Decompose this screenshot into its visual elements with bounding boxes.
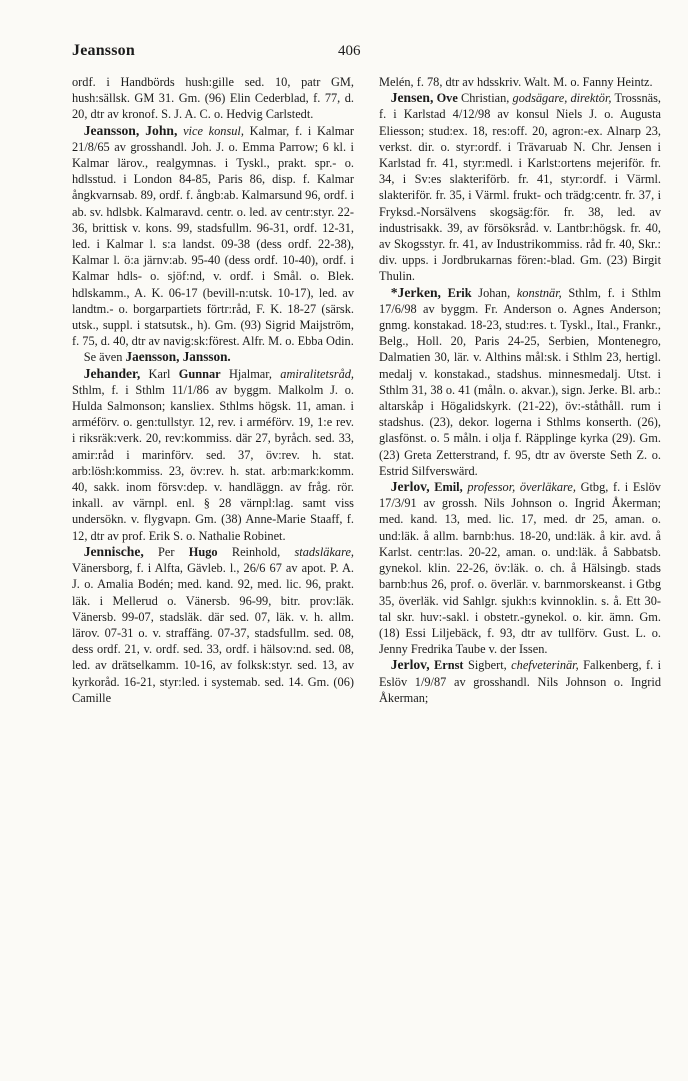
entry-body: Gtbg, f. i Eslöv 17/3/91 av grossh. Nils Johnson o. Ingrid Åkerman; med. kand. 13, med. lic. 17, med. dr 25, aman. o. und:läk. å allm. barnb:hus. 18-20, und:läk. å kir. avd. å Karlst. centr:las. 20-22, aman. o. und:läk. å Sabbatsb. gynekol. klin. 22-26, öv:läk. o. ch. å Hälsingb. stads barnb:hus 26, prof. o. överlär. v. barnmorskeanst. i Gtbg 35, överläk. vid Sahlgr. sjukh:s kvinnoklin. s. å. Ett 30-tal skr. huv:-sakl. i obstetr.-gynekol. o. kir. ämn. Gm. (18) Essi Liljebäck, f. 93, dtr av tullförv. Gust. L. o. Jenny Fredrika Taube v. der Issen.	[379, 480, 661, 657]
entry-occupation: amiralitetsråd,	[280, 366, 355, 381]
entry-jerken-erik	[379, 285, 661, 479]
entry-occupation: stadsläkare,	[294, 544, 355, 559]
entry-body: Kalmar, f. i Kalmar 21/8/65 av grosshandl. Joh. J. o. Emma Parrow; 6 kl. i Kalmar lärov., realgymnas. i Tyskl., prakt. spr.- o. hdlsstud. i London 84-85, Paris 86, disp. f. Kalmar ångkvarnsab. 89, ordf. f. ångb:ab. Kalmarsund 96, ordf. i ab. sv. hdlsbk. Kalmaravd. centr. o. led. av centr:styr. 22-36, brittisk v. kons. 99, stadsfullm. 96-31, ordf. 12-31, led. i Kalmar l. s:a landst. 09-38 (dess ordf. 22-38), Kalmar l. ö:a järnv:ab. 95-40 (dess ordf. 10-40), ordf. i Kalmar hdls- o. sjöf:nd, v. ordf. i Smål. o. Blek. hdlskamm., A. K. 06-17 (bevill-n:utsk. 10-17), led. av landtm.- o. borgarpartiets förtr:råd, F. K. 18-27 (särsk. utsk., suppl. i statsutsk., h). Gm. (93) Sigrid Maijström, f. 75, d. 40, dtr av navig:sk:förest. Alfr. M. o. Ebba Odin.	[72, 123, 354, 349]
entry-body: Trossnäs, f. i Karlstad 4/12/98 av konsul Niels J. o. Augusta Eliesson; stud:ex. 18, res:off. 20, agron:-ex. Alnarp 23, verkst. dir. o. styr:ordf. i Trävaruab N. Chr. Jensen i Karlstad fr. 41, styr:medl. i Karlst:ortens mejeriför. fr. 34, i Sv:es slakteriförb. fr. 41, styr:ordf. i Värml. slakteriför. fr. 35, i Värml. frukt- och trädg:centr. fr. 37, i Fryksd.-Norsälvens skogsäg:för. fr. 38, led. av industrisakk. 39, av försöksråd. v. Lantbr:högsk. fr. 40, av Skogsstyr. fr. 41, av Industrikommiss. råd fr. 40, Skr.: div. upps. i Jordbrukarnas fören:-blad. Gm. (23) Birgit Thulin.	[379, 91, 661, 284]
entry-surname: Jerlov,	[390, 657, 430, 673]
entry-body: Sthlm, f. i Sthlm 11/1/86 av byggm. Malkolm J. o. Hulda Salmonson; kansliex. Sthlms högsk. 11, aman. i arméförv. o. gen:tullstyr. 12, rev. i arméförv. 19, 1:e rev. i riksräk:verk. 20, rev:kommiss. där 27, byråch. sed. 33, amir:råd i marinförv. sed. 37, öv:rev. h. stat. arb:lösh:kommiss. 23, öv:rev. h. stat. arb:mark:komm. 40, sakk. inom försv:dep. v. handläggn. av fråg. rör. inkall. av värnpl. enl. § 28 värnpl:lag. samt viss undersökn. v. flygvapn. Gm. (38) Anne-Marie Staaff, f. 12, dtr av prof. Erik S. o. Nathalie Robinet.	[72, 382, 354, 543]
entry-continuation-text: Melén, f. 78, dtr av hdsskriv. Walt. M. o. Fanny Heintz.	[379, 75, 653, 89]
entry-given-name-rest: Johan,	[478, 285, 511, 300]
entry-surname: Jehander,	[83, 365, 141, 381]
entry-occupation: professor, överläkare,	[467, 480, 576, 495]
entry-occupation: chefveterinär,	[511, 658, 579, 673]
left-column	[72, 74, 354, 706]
entry-body: Sthlm, f. i Sthlm 17/6/98 av byggm. Fr. Anderson o. Agnes Anderson; gnmg. konstakad. 18-23, stud:res. t. Tyskl., Ital., Frankr., Belg., Holl. 20, Paris 24-25, Serbien, Montenegro, Dalmatien 30, lär. v. Althins mål:sk. i Sthlm 23, hertigl. medalj v. konstakad., stadshus. minnesmedalj. Utst. i Sthlm 31, 38 o. 41 (måln. o. akvar.), sign. Jerke. Bl. arb.: altarskåp i Högalidskyrk. (21-22), öv:-ståthåll. rum i stadshus. (23), dekor. logerna i Sthlms konserth. (26), glasfönst. o. 5 måln. i olja f. Räpplinge kyrka (29). Gm. (23) Greta Zetterstrand, f. 95, dtr av överste Seth Z. o. Estrid Silfverswärd.	[379, 285, 662, 478]
entry-surname: *Jerken,	[390, 284, 441, 300]
entry-occupation: konstnär,	[516, 285, 562, 300]
entry-surname: Jerlov,	[390, 479, 430, 495]
entry-call-name: Ernst	[434, 658, 464, 673]
entry-given-name: Karl	[148, 366, 171, 381]
entry-continuation	[379, 74, 661, 90]
page-number: 406	[338, 43, 361, 59]
see-also-names: Jaensson, Jansson.	[125, 349, 231, 365]
entry-given-name: Per	[158, 544, 175, 559]
entry-jensen-ove	[379, 90, 661, 284]
entry-jerlov-emil	[379, 479, 661, 657]
entry-call-name: Hugo	[188, 544, 218, 559]
see-also-reference	[72, 349, 354, 365]
entry-given-name-rest: Sigbert,	[467, 658, 507, 673]
entry-call-name: Gunnar	[178, 366, 221, 381]
entry-continuation-text: ordf. i Handbörds hush:gille sed. 10, patr GM, hush:sällsk. GM 31. Gm. (96) Elin Cederblad, f. 77, d. 20, dtr av kronof. S. J. A. C. o. Hedvig Carlstedt.	[72, 75, 354, 122]
right-column	[379, 74, 661, 706]
entry-given-name-rest: Reinhold,	[231, 544, 281, 559]
entry-call-name: Ove	[436, 91, 458, 106]
see-also-prefix: Se även	[83, 350, 123, 365]
entry-call-name: Erik	[447, 285, 472, 300]
entry-jerlov-ernst	[379, 657, 661, 706]
entry-occupation: godsägare, direktör,	[512, 91, 612, 106]
entry-headname: Jeansson, John,	[83, 122, 178, 138]
entry-jehander-gunnar	[72, 366, 354, 544]
entry-continuation	[72, 74, 354, 123]
entry-given-name-rest: Hjalmar,	[228, 366, 272, 381]
entry-given-name-rest: Christian,	[461, 91, 510, 106]
entry-occupation: vice konsul,	[183, 123, 244, 138]
entry-jeansson-john	[72, 123, 354, 350]
entry-body: Falkenberg, f. i Eslöv 1/9/87 av grosshandl. Nils Johnson o. Ingrid Åkerman;	[379, 658, 662, 705]
running-head-surname: Jeansson	[72, 42, 135, 59]
entry-surname: Jensen,	[390, 90, 434, 106]
entry-call-name: Emil,	[434, 480, 463, 495]
entry-body: Vänersborg, f. i Alfta, Gävleb. l., 26/6 67 av apot. P. A. J. o. Amalia Bodén; med. kand. 92, med. lic. 96, prakt. läk. i Mellerud o. Vänersb. 96-99, bitr. prov:läk. Vänersb. 99-07, stadsläk. där sed. 07, läk. v. h. allm. lärov. 07-31 o. v. straffäng. 07-37, stadsfullm. sed. 08, dess ordf. 21, v. ordf. sed. 33, ordf. i hälsov:nd. sed. 08, led. av drätselkamm. 10-16, av folksk:styr. sed. 13, av kyrkoråd. 16-21, styr:led. i systemab. sed. 14. Gm. (06) Camille	[72, 561, 354, 705]
running-head	[0, 42, 688, 70]
entry-surname: Jennische,	[83, 543, 144, 559]
entry-jennische-hugo	[72, 544, 354, 706]
